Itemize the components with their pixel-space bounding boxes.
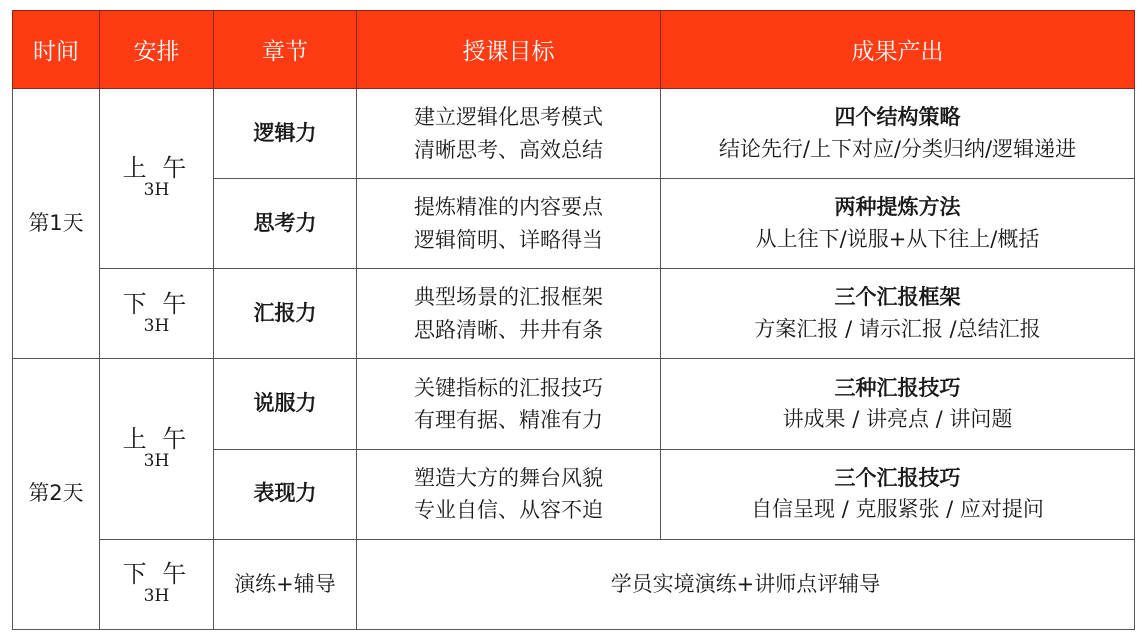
goal-line: 典型场景的汇报框架	[414, 285, 603, 310]
header-outcome: 成果产出	[661, 11, 1135, 89]
goal-line: 关键指标的汇报技巧	[414, 375, 603, 400]
day-label: 第1天	[13, 89, 100, 359]
header-arrangement: 安排	[100, 11, 214, 89]
chapter-cell: 汇报力	[214, 269, 357, 359]
goal-line: 塑造大方的舞台风貌	[414, 465, 603, 490]
outcome-cell	[661, 179, 1135, 269]
outcome-cell	[661, 269, 1135, 359]
goal-line: 提炼精准的内容要点	[414, 195, 603, 220]
goal-cell	[357, 179, 661, 269]
goal-cell	[357, 359, 661, 449]
outcome-title: 三个汇报技巧	[834, 465, 961, 490]
header-row	[13, 11, 1135, 89]
goal-line: 建立逻辑化思考模式	[414, 105, 603, 130]
outcome-cell	[661, 449, 1135, 539]
outcome-detail: 方案汇报 / 请示汇报 /总结汇报	[754, 316, 1041, 341]
slot-hours: 3H	[143, 180, 170, 201]
time-slot	[100, 539, 214, 629]
header-chapter: 章节	[214, 11, 357, 89]
goal-line: 有理有据、精准有力	[414, 408, 603, 433]
outcome-cell	[661, 359, 1135, 449]
outcome-detail: 自信呈现 / 克服紧张 / 应对提问	[751, 497, 1044, 522]
chapter-cell: 思考力	[214, 179, 357, 269]
slot-hours: 3H	[143, 586, 170, 607]
goal-cell	[357, 449, 661, 539]
header-goal: 授课目标	[357, 11, 661, 89]
schedule-table	[12, 10, 1135, 630]
outcome-cell	[661, 89, 1135, 179]
slot-hours: 3H	[143, 450, 170, 471]
slot-half: 下 午	[122, 560, 191, 589]
outcome-title: 四个结构策略	[834, 105, 961, 130]
time-slot	[100, 89, 214, 269]
slot-half: 上 午	[122, 424, 191, 453]
goal-line: 思路清晰、井井有条	[414, 317, 603, 342]
time-slot	[100, 359, 214, 539]
goal-line: 逻辑简明、详略得当	[414, 227, 603, 252]
outcome-detail: 从上往下/说服+从下往上/概括	[755, 226, 1040, 251]
goal-cell	[357, 89, 661, 179]
outcome-detail: 结论先行/上下对应/分类归纳/逻辑递进	[718, 136, 1077, 161]
goal-line: 专业自信、从容不迫	[414, 498, 603, 523]
practice-cell: 学员实境演练+讲师点评辅导	[357, 539, 1135, 629]
chapter-cell: 表现力	[214, 449, 357, 539]
table-row	[13, 359, 1135, 449]
chapter-cell: 演练+辅导	[214, 539, 357, 629]
day-label: 第2天	[13, 359, 100, 630]
table-row	[13, 539, 1135, 629]
chapter-cell: 说服力	[214, 359, 357, 449]
goal-line: 清晰思考、高效总结	[414, 137, 603, 162]
slot-hours: 3H	[143, 315, 170, 336]
outcome-detail: 讲成果 / 讲亮点 / 讲问题	[782, 407, 1013, 432]
goal-cell	[357, 269, 661, 359]
slot-half: 上 午	[122, 154, 191, 183]
table-row	[13, 89, 1135, 179]
time-slot	[100, 269, 214, 359]
table-row	[13, 269, 1135, 359]
chapter-cell: 逻辑力	[214, 89, 357, 179]
slot-half: 下 午	[122, 289, 191, 318]
outcome-title: 三种汇报技巧	[834, 375, 961, 400]
outcome-title: 三个汇报框架	[834, 285, 961, 310]
header-time: 时间	[13, 11, 100, 89]
outcome-title: 两种提炼方法	[834, 195, 961, 220]
